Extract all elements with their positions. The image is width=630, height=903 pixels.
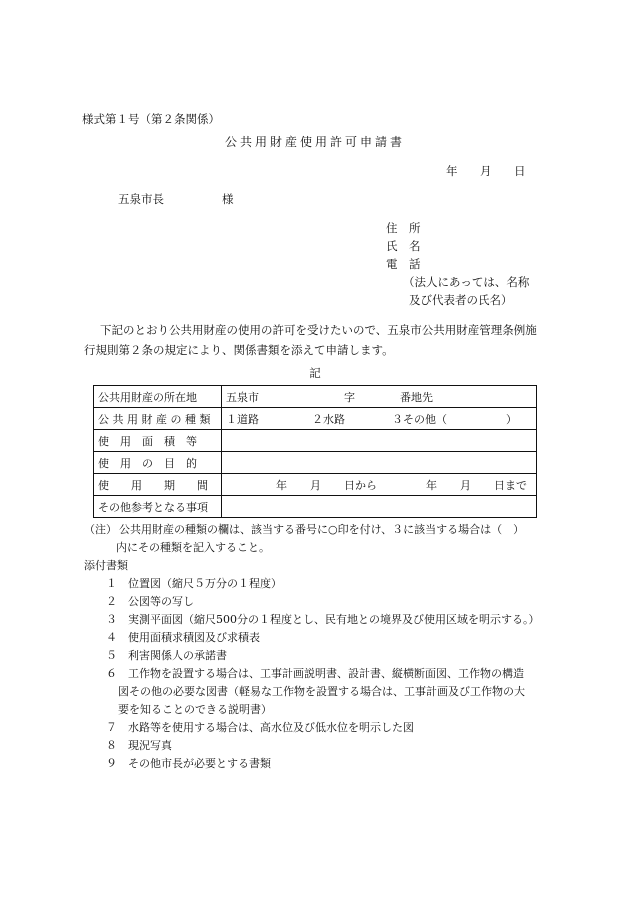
attachment-num: ３ [106, 613, 117, 626]
attachment-num: ８ [106, 739, 117, 752]
attachment-text-cont: 図その他の必要な図書（軽易な工作物を設置する場合は、工事計画及び工作物の大 [118, 685, 525, 698]
attachment-num: ７ [106, 721, 117, 734]
table-row [94, 408, 537, 430]
attachment-text: 現況写真 [128, 739, 172, 752]
notes-section [84, 521, 554, 773]
period-end-day: 日まで [494, 479, 527, 492]
note-text-2: 内にその種類を記入すること。 [116, 541, 270, 554]
body-paragraph [84, 320, 544, 360]
list-item [84, 647, 554, 665]
table-row [94, 452, 537, 474]
attachments-heading-line [84, 557, 554, 575]
list-item [84, 575, 554, 593]
body-text: 下記のとおり公共用財産の使用の許可を受けたいので、五泉市公共用財産管理条例施行規則第２条の規定により、関係書類を添えて申請します。 [84, 323, 537, 357]
ki-heading: 記 [309, 366, 321, 380]
list-item [84, 629, 554, 647]
date-month: 月 [480, 164, 492, 178]
attachment-text: 実測平面図（縮尺500分の１程度とし、民有地との境界及び使用区域を明示する。） [128, 613, 540, 626]
attachment-num: ２ [106, 595, 117, 608]
period-end-year: 年 [426, 479, 437, 492]
applicant-address-label: 住 所 [386, 221, 421, 235]
form-number: 様式第１号（第２条関係） [82, 112, 220, 126]
list-item-continuation [84, 683, 554, 701]
location-label: 公共用財産の所在地 [94, 386, 222, 408]
table-row [94, 496, 537, 518]
attachment-num: １ [106, 577, 117, 590]
period-label: 使 用 期 間 [94, 474, 222, 496]
type-option-waterway: ２水路 [312, 413, 345, 426]
applicant-note-line2: 及び代表者の氏名） [409, 293, 513, 307]
addressee-name: 五泉市長 [118, 192, 164, 206]
location-city: 五泉市 [226, 391, 259, 404]
type-value[interactable] [222, 408, 537, 430]
period-start-month: 月 [310, 479, 321, 492]
period-value[interactable] [222, 474, 537, 496]
applicant-name-label: 氏 名 [386, 239, 421, 253]
list-item [84, 611, 554, 629]
attachment-text: 公図等の写し [128, 595, 194, 608]
table-row [94, 474, 537, 496]
attachment-text: 使用面積求積図及び求積表 [128, 631, 260, 644]
document-title: 公共用財産使用許可申請書 [224, 135, 405, 149]
period-start-year: 年 [276, 479, 287, 492]
list-item [84, 737, 554, 755]
attachment-num: ９ [106, 757, 117, 770]
note-line [84, 521, 554, 539]
date-day: 日 [514, 164, 526, 178]
list-item [84, 719, 554, 737]
applicant-note-line1: （法人にあっては、名称 [403, 275, 530, 289]
application-table [93, 385, 537, 518]
list-item [84, 665, 554, 683]
date-year: 年 [446, 164, 458, 178]
type-option-close: ） [506, 413, 517, 426]
purpose-label: 使 用 の 目 的 [94, 452, 222, 474]
applicant-phone-label: 電 話 [386, 257, 421, 271]
table-row [94, 386, 537, 408]
attachment-text: 利害関係人の承諾書 [128, 649, 227, 662]
addressee-honorific: 様 [222, 192, 234, 206]
list-item-continuation [84, 701, 554, 719]
attachment-text-cont: 要を知ることのできる説明書） [118, 703, 272, 716]
note-text-1: 公共用財産の種類の欄は、該当する番号に○印を付け、３に該当する場合は（ ） [119, 523, 525, 536]
area-label: 使 用 面 積 等 [94, 430, 222, 452]
location-banchi: 番地先 [400, 391, 433, 404]
attachment-num: ６ [106, 667, 117, 680]
attachment-num: ４ [106, 631, 117, 644]
attachment-text: 位置図（縮尺５万分の１程度） [128, 577, 282, 590]
attachment-text: 水路等を使用する場合は、高水位及び低水位を明示した図 [128, 721, 414, 734]
other-value[interactable] [222, 496, 537, 518]
list-item [84, 593, 554, 611]
type-label: 公 共 用 財 産 の 種 類 [94, 408, 222, 430]
period-end-month: 月 [460, 479, 471, 492]
table-row [94, 430, 537, 452]
list-item [84, 755, 554, 773]
purpose-value[interactable] [222, 452, 537, 474]
location-value[interactable] [222, 386, 537, 408]
type-option-other: ３その他（ [392, 413, 447, 426]
note-line [84, 539, 554, 557]
attachment-num: ５ [106, 649, 117, 662]
attachment-text: 工作物を設置する場合は、工事計画説明書、設計書、縦横断面図、工作物の構造 [128, 667, 524, 680]
location-aza: 字 [344, 391, 355, 404]
attachment-text: その他市長が必要とする書類 [128, 757, 271, 770]
other-label: その他参考となる事項 [94, 496, 222, 518]
period-start-day: 日から [344, 479, 377, 492]
note-prefix: （注） [84, 523, 117, 536]
area-value[interactable] [222, 430, 537, 452]
type-option-road: １道路 [226, 413, 259, 426]
attachments-heading: 添付書類 [84, 559, 128, 572]
